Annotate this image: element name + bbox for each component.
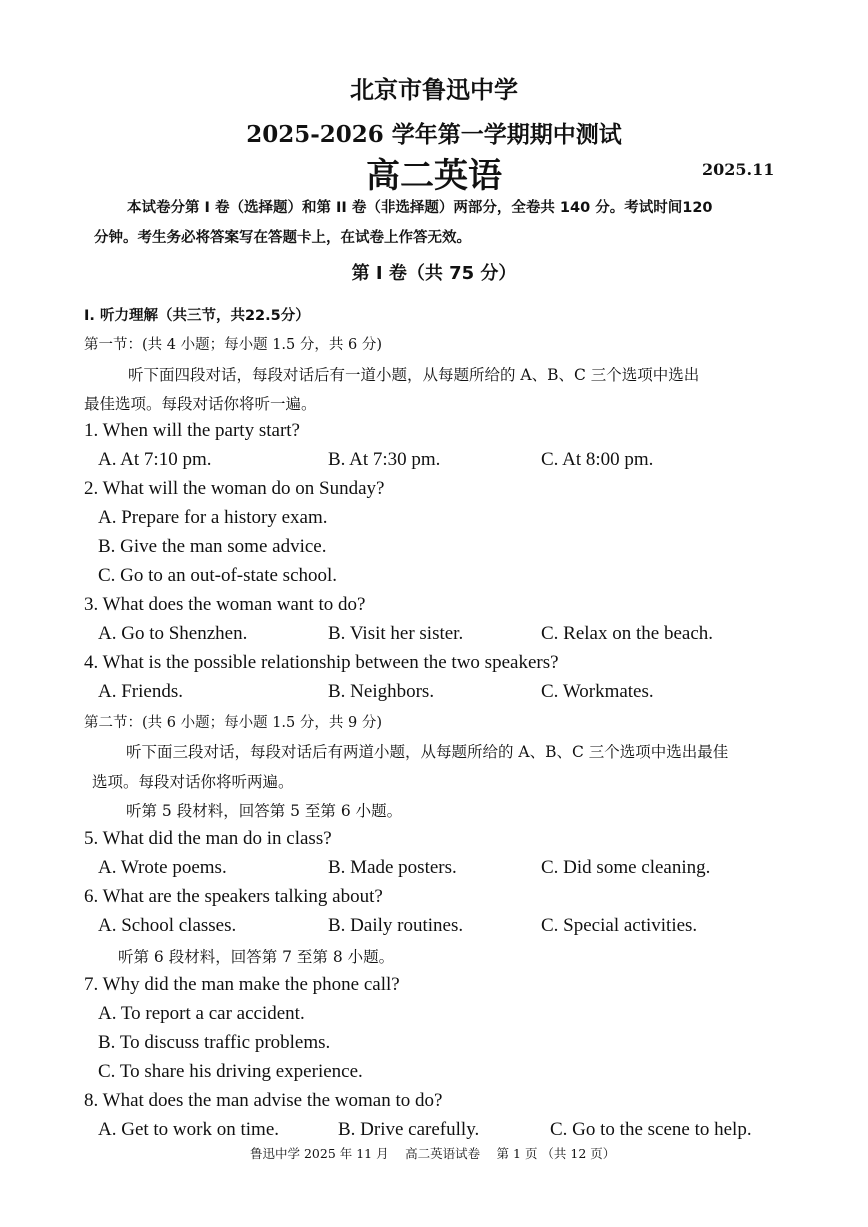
question-7-stem: 7. Why did the man make the phone call? — [84, 974, 400, 995]
section-1-title: 第一节：(共 4 小题；每小题 1.5 分，共 6 分) — [84, 337, 382, 353]
part-title: I. 听力理解（共三节，共22.5分） — [84, 308, 310, 324]
question-1-option-a: A. At 7:10 pm. — [98, 449, 212, 470]
question-2-option-a: A. Prepare for a history exam. — [98, 507, 328, 528]
question-4-stem: 4. What is the possible relationship between the two speakers? — [84, 652, 559, 673]
question-3-option-a: A. Go to Shenzhen. — [98, 623, 248, 644]
question-6-option-b: B. Daily routines. — [328, 915, 464, 936]
question-7-option-c: C. To share his driving experience. — [98, 1061, 363, 1082]
question-5-option-b: B. Made posters. — [328, 857, 457, 878]
subject-title: 高二英语 — [366, 156, 502, 196]
question-1-option-c: C. At 8:00 pm. — [541, 449, 654, 470]
question-5-option-c: C. Did some cleaning. — [541, 857, 711, 878]
section-1-instruction-2: 最佳选项。每段对话你将听一遍。 — [84, 395, 317, 413]
question-3-option-b: B. Visit her sister. — [328, 623, 464, 644]
question-1-stem: 1. When will the party start? — [84, 420, 300, 441]
question-4-option-b: B. Neighbors. — [328, 681, 435, 702]
question-1-option-b: B. At 7:30 pm. — [328, 449, 441, 470]
section-1-instruction-1: 听下面四段对话，每段对话后有一道小题，从每题所给的 A、B、C 三个选项中选出 — [128, 366, 700, 384]
volume-title: 第 I 卷（共 75 分） — [351, 263, 517, 284]
section-2-instruction-2: 选项。每段对话你将听两遍。 — [92, 773, 294, 791]
question-2-option-b: B. Give the man some advice. — [98, 536, 327, 557]
question-6-option-c: C. Special activities. — [541, 915, 698, 936]
question-8-option-a: A. Get to work on time. — [98, 1119, 280, 1140]
question-5-stem: 5. What did the man do in class? — [84, 828, 332, 849]
question-8-stem: 8. What does the man advise the woman to do? — [84, 1090, 443, 1111]
school-name: 北京市鲁迅中学 — [350, 75, 518, 104]
question-8-option-c: C. Go to the scene to help. — [550, 1119, 752, 1140]
material-6-instruction: 听第 6 段材料，回答第 7 至第 8 小题。 — [118, 948, 395, 966]
question-4-option-a: A. Friends. — [98, 681, 183, 702]
section-2-title: 第二节：(共 6 小题；每小题 1.5 分，共 9 分) — [84, 715, 382, 731]
exam-title: 2025-2026 学年第一学期期中测试 — [246, 121, 622, 148]
question-2-option-c: C. Go to an out-of-state school. — [98, 565, 338, 586]
question-7-option-b: B. To discuss traffic problems. — [98, 1032, 331, 1053]
intro-line-1: 本试卷分第 I 卷（选择题）和第 II 卷（非选择题）两部分，全卷共 140 分。考试时间120 — [127, 200, 713, 216]
question-5-option-a: A. Wrote poems. — [98, 857, 227, 878]
question-6-option-a: A. School classes. — [98, 915, 237, 936]
material-5-instruction: 听第 5 段材料，回答第 5 至第 6 小题。 — [126, 802, 403, 820]
question-7-option-a: A. To report a car accident. — [98, 1003, 305, 1024]
intro-line-2: 分钟。考生务必将答案写在答题卡上，在试卷上作答无效。 — [94, 230, 471, 246]
exam-date: 2025.11 — [702, 160, 775, 179]
question-3-option-c: C. Relax on the beach. — [541, 623, 714, 644]
page-footer: 鲁迅中学 2025 年 11 月 高二英语试卷 第 1 页 （共 12 页） — [250, 1146, 616, 1161]
section-2-instruction-1: 听下面三段对话，每段对话后有两道小题，从每题所给的 A、B、C 三个选项中选出最佳 — [126, 743, 729, 761]
question-8-option-b: B. Drive carefully. — [338, 1119, 480, 1140]
question-3-stem: 3. What does the woman want to do? — [84, 594, 366, 615]
question-2-stem: 2. What will the woman do on Sunday? — [84, 478, 385, 499]
question-4-option-c: C. Workmates. — [541, 681, 654, 702]
question-6-stem: 6. What are the speakers talking about? — [84, 886, 383, 907]
